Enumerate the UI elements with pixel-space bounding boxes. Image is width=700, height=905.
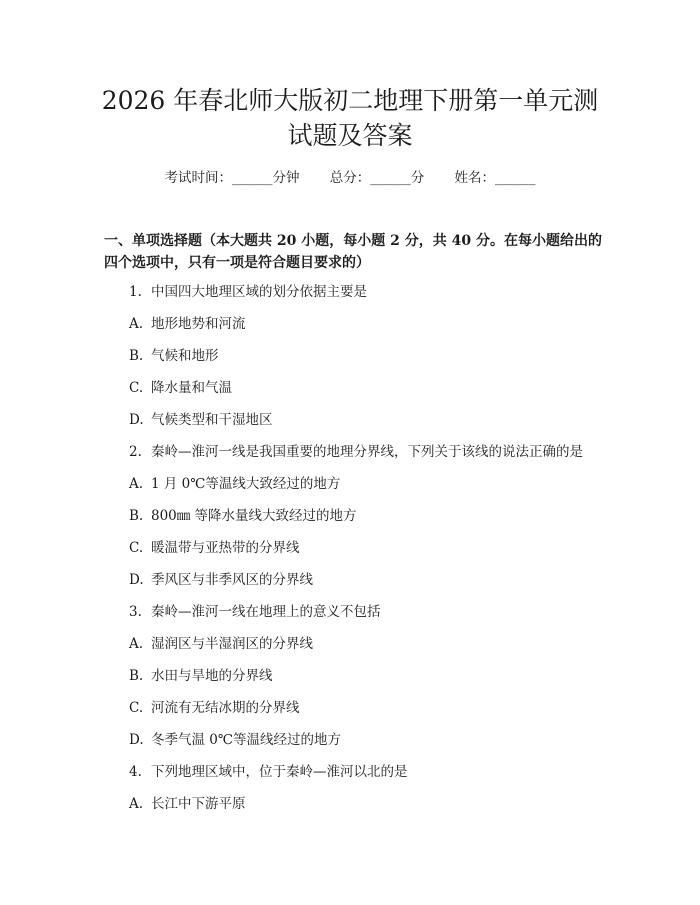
question-stem	[129, 762, 408, 782]
option-text: 1 月 0℃等温线大致经过的地方	[151, 476, 341, 492]
page-title-line-2: 试题及答案	[287, 121, 413, 150]
option-text: 气候和地形	[151, 348, 219, 364]
option-text: 地形地势和河流	[151, 316, 246, 332]
option-text: 暖温带与亚热带的分界线	[151, 540, 300, 556]
option-label: B.	[129, 348, 144, 364]
option-label: A.	[129, 316, 144, 332]
question-text: 下列地理区域中，位于秦岭—淮河以北的是	[151, 764, 408, 780]
option-text: 气候类型和干湿地区	[151, 412, 273, 428]
answer-option	[129, 474, 340, 494]
option-label: A.	[129, 476, 144, 492]
answer-option	[129, 378, 232, 398]
section-heading: 一、单项选择题（本大题共 20 小题，每小题 2 分，共 40 分。在每小题给出的四个选项中，只有一项是符合题目要求的）	[104, 233, 602, 271]
page-title-line-1: 2026 年春北师大版初二地理下册第一单元测	[101, 86, 599, 115]
option-text: 季风区与非季风区的分界线	[151, 572, 313, 588]
question-number: 3.	[129, 604, 142, 620]
option-label: B.	[129, 508, 144, 524]
exam-time-field: 考试时间：______分钟	[164, 170, 300, 186]
option-label: A.	[129, 636, 144, 652]
option-text: 河流有无结冰期的分界线	[151, 700, 300, 716]
option-text: 降水量和气温	[151, 380, 232, 396]
answer-option	[129, 666, 273, 686]
question-text: 中国四大地理区域的划分依据主要是	[151, 284, 367, 300]
option-text: 800㎜ 等降水量线大致经过的地方	[151, 508, 357, 524]
question-number: 2.	[129, 444, 142, 460]
option-text: 长江中下游平原	[151, 796, 246, 812]
answer-option	[129, 410, 273, 430]
question-stem	[129, 282, 367, 302]
answer-option	[129, 314, 246, 334]
student-name-field: 姓名：______	[454, 170, 536, 186]
option-label: B.	[129, 668, 144, 684]
answer-option	[129, 570, 313, 590]
question-number: 4.	[129, 764, 142, 780]
total-score-field: 总分：______分	[329, 170, 425, 186]
question-stem	[129, 442, 583, 462]
answer-option	[129, 538, 300, 558]
answer-option	[129, 346, 219, 366]
answer-option	[129, 506, 357, 526]
option-label: C.	[129, 540, 144, 556]
answer-option	[129, 698, 300, 718]
question-text: 秦岭—淮河一线在地理上的意义不包括	[151, 604, 381, 620]
question-number: 1.	[129, 284, 142, 300]
option-label: D.	[129, 732, 144, 748]
answer-option	[129, 730, 341, 750]
option-label: C.	[129, 700, 144, 716]
option-label: D.	[129, 412, 144, 428]
answer-option	[129, 794, 246, 814]
option-text: 冬季气温 0℃等温线经过的地方	[151, 732, 341, 748]
exam-info	[0, 168, 700, 188]
option-text: 湿润区与半湿润区的分界线	[151, 636, 313, 652]
option-label: D.	[129, 572, 144, 588]
option-label: A.	[129, 796, 144, 812]
option-label: C.	[129, 380, 144, 396]
option-text: 水田与旱地的分界线	[151, 668, 273, 684]
question-text: 秦岭—淮河一线是我国重要的地理分界线，下列关于该线的说法正确的是	[151, 444, 583, 460]
question-stem	[129, 602, 381, 622]
answer-option	[129, 634, 313, 654]
